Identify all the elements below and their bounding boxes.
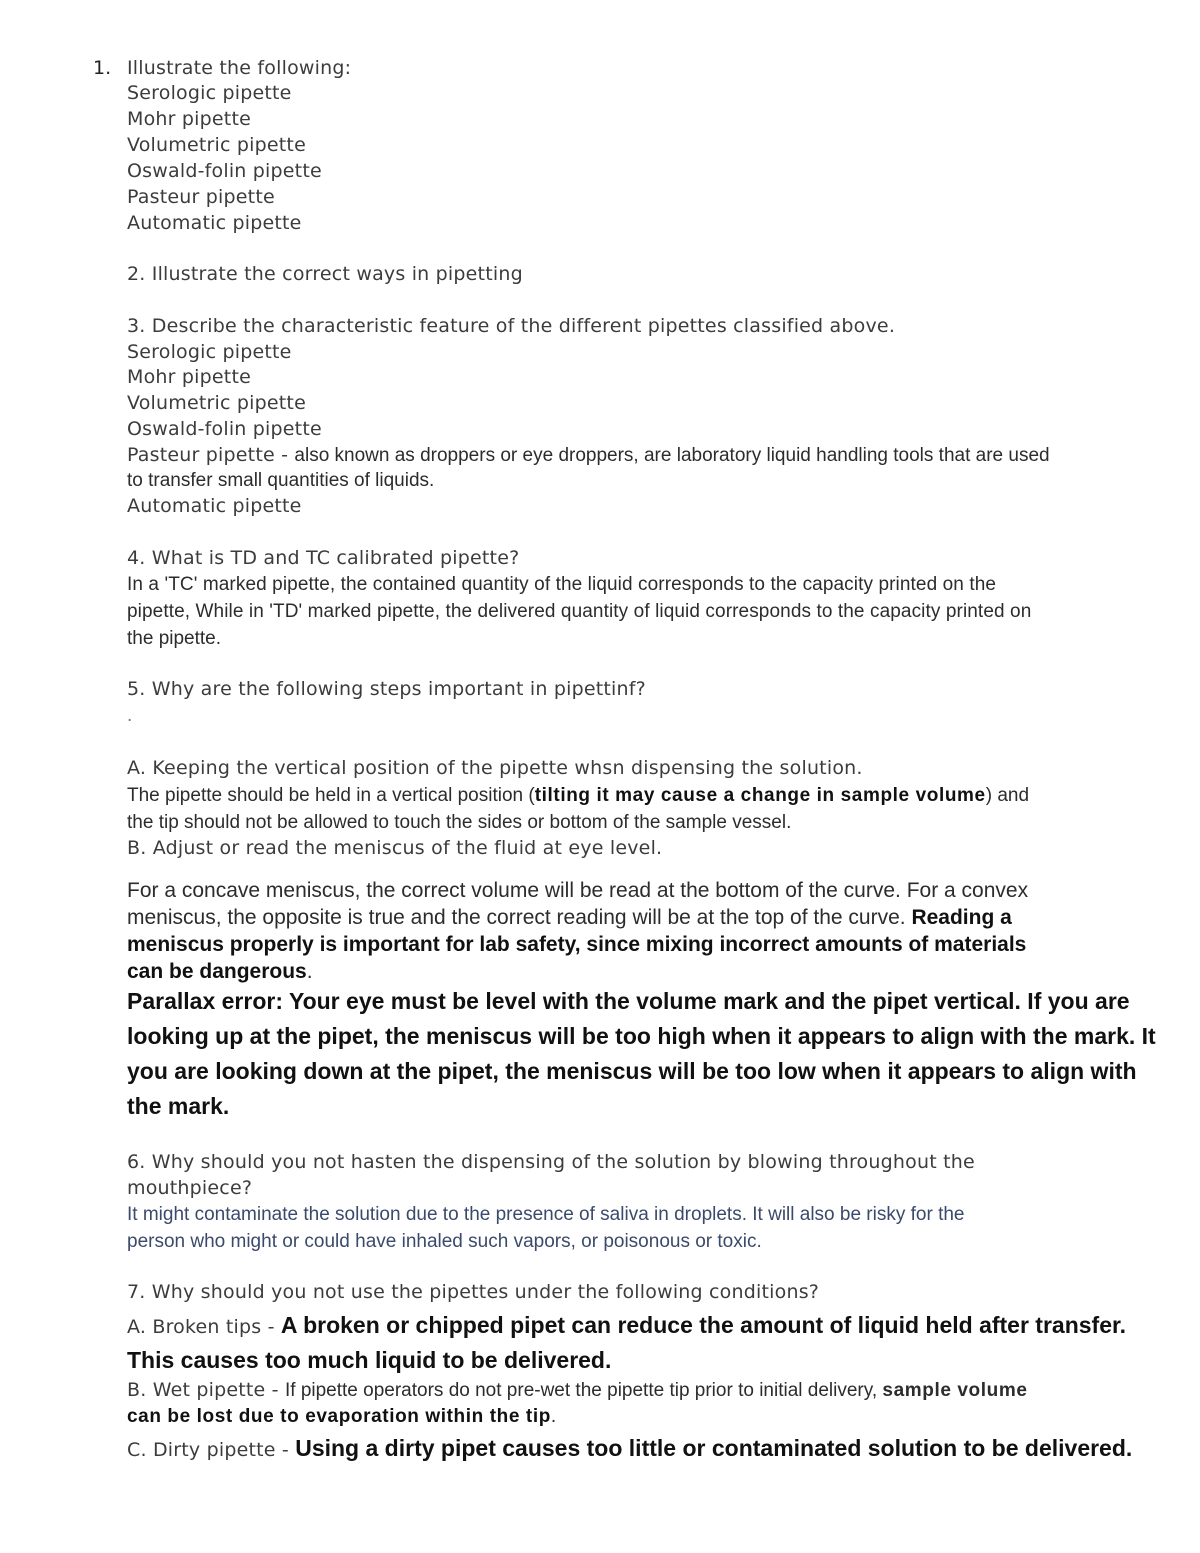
q7-b-line2 [127, 1406, 556, 1428]
q1-item: Mohr pipette [127, 108, 251, 130]
q5-b-title: B. Adjust or read the meniscus of the fluid at eye level. [127, 837, 663, 859]
q7-c-label: C. Dirty pipette - [127, 1439, 296, 1461]
q6-answer-cont: person who might or could have inhaled such vapors, or poisonous or toxic. [127, 1231, 762, 1252]
parallax-text: the mark. [127, 1093, 230, 1119]
q5-b-answer-bold-cont: meniscus properly is important for lab safety, since mixing incorrect amounts of materials [127, 933, 1027, 956]
q1-item: Pasteur pipette [127, 186, 275, 208]
q5-b-answer: For a concave meniscus, the correct volume will be read at the bottom of the curve. For a convex [127, 879, 1029, 902]
q3-pasteur-line [127, 444, 1050, 467]
q7-b-line [127, 1379, 1027, 1402]
q5-b-answer-pre: meniscus, the opposite is true and the correct reading will be at the top of the curve. [127, 906, 912, 929]
q5-b-answer-bold-end: can be dangerous [127, 960, 307, 983]
q5-a-answer-post: ) and [985, 785, 1030, 806]
q1-item: Volumetric pipette [127, 134, 306, 156]
q7-b-answer-period: . [550, 1406, 557, 1427]
parallax-text: you are looking down at the pipet, the meniscus will be too low when it appears to align with [127, 1058, 1137, 1084]
q7-a-label: A. Broken tips - [127, 1316, 281, 1338]
q1-item: Oswald-folin pipette [127, 160, 322, 182]
q5-b-answer-bold: Reading a [911, 906, 1012, 929]
q4-title: 4. What is TD and TC calibrated pipette? [127, 547, 520, 569]
q7-b-answer-bold-cont: can be lost due to evaporation within the tip [127, 1406, 551, 1427]
q3-pasteur-desc-cont: to transfer small quantities of liquids. [127, 470, 435, 491]
parallax-text: looking up at the pipet, the meniscus will be too high when it appears to align with the mark. It [127, 1023, 1156, 1049]
q5-a-answer-pre: The pipette should be held in a vertical position ( [127, 785, 535, 806]
q5-title: 5. Why are the following steps important in pipettinf? [127, 678, 646, 700]
q3-item: Serologic pipette [127, 341, 292, 363]
q1-title: Illustrate the following: [127, 57, 352, 79]
q5-b-answer-period: . [306, 960, 313, 983]
q3-item: Mohr pipette [127, 366, 251, 388]
q5-a-title: A. Keeping the vertical position of the pipette whsn dispensing the solution. [127, 757, 863, 779]
q7-b-answer: If pipette operators do not pre-wet the pipette tip prior to initial delivery, [284, 1380, 883, 1401]
q7-c-line [127, 1435, 1132, 1462]
q7-a-answer-cont: This causes too much liquid to be delivered. [127, 1347, 612, 1373]
q7-b-answer-bold: sample volume [882, 1380, 1028, 1401]
q4-answer: pipette, While in 'TD' marked pipette, the delivered quantity of liquid corresponds to the capacity printed on [127, 601, 1032, 622]
q7-c-answer: Using a dirty pipet causes too little or contaminated solution to be delivered. [295, 1435, 1133, 1461]
q1-item: Serologic pipette [127, 82, 292, 104]
q2-title: 2. Illustrate the correct ways in pipetting [127, 263, 523, 285]
q3-item: Volumetric pipette [127, 392, 306, 414]
q6-title-cont: mouthpiece? [127, 1177, 253, 1199]
q7-a-line [127, 1312, 1126, 1339]
q5-a-answer-cont: the tip should not be allowed to touch the sides or bottom of the sample vessel. [127, 812, 792, 833]
q5-a-answer-bold: tilting it may cause a change in sample volume [534, 785, 986, 806]
q7-a-answer: A broken or chipped pipet can reduce the amount of liquid held after transfer. [280, 1312, 1127, 1338]
q5-b-answer-line2 [127, 906, 1012, 930]
q7-b-label: B. Wet pipette - [127, 1379, 285, 1401]
parallax-text: Parallax error: Your eye must be level with the volume mark and the pipet vertical. If you are [127, 988, 1130, 1014]
q6-title: 6. Why should you not hasten the dispensing of the solution by blowing throughout the [127, 1151, 975, 1173]
q1-item: Automatic pipette [127, 212, 302, 234]
q5-dot: . [127, 705, 133, 726]
q5-a-answer [127, 785, 1029, 807]
q7-title: 7. Why should you not use the pipettes under the following conditions? [127, 1281, 820, 1303]
q3-item: Oswald-folin pipette [127, 418, 322, 440]
q1-number: 1. [93, 57, 112, 79]
q4-answer: the pipette. [127, 628, 222, 649]
q3-pasteur-label: Pasteur pipette - [127, 444, 295, 466]
q6-answer: It might contaminate the solution due to the presence of saliva in droplets. It will also be risky for the [127, 1204, 965, 1225]
q3-pasteur-desc: also known as droppers or eye droppers, are laboratory liquid handling tools that are used [294, 445, 1050, 466]
q3-automatic: Automatic pipette [127, 495, 302, 517]
q4-answer: In a 'TC' marked pipette, the contained quantity of the liquid corresponds to the capacity printed on the [127, 574, 997, 595]
q5-b-answer-line4 [127, 960, 313, 984]
q3-title: 3. Describe the characteristic feature of the different pipettes classified above. [127, 315, 896, 337]
